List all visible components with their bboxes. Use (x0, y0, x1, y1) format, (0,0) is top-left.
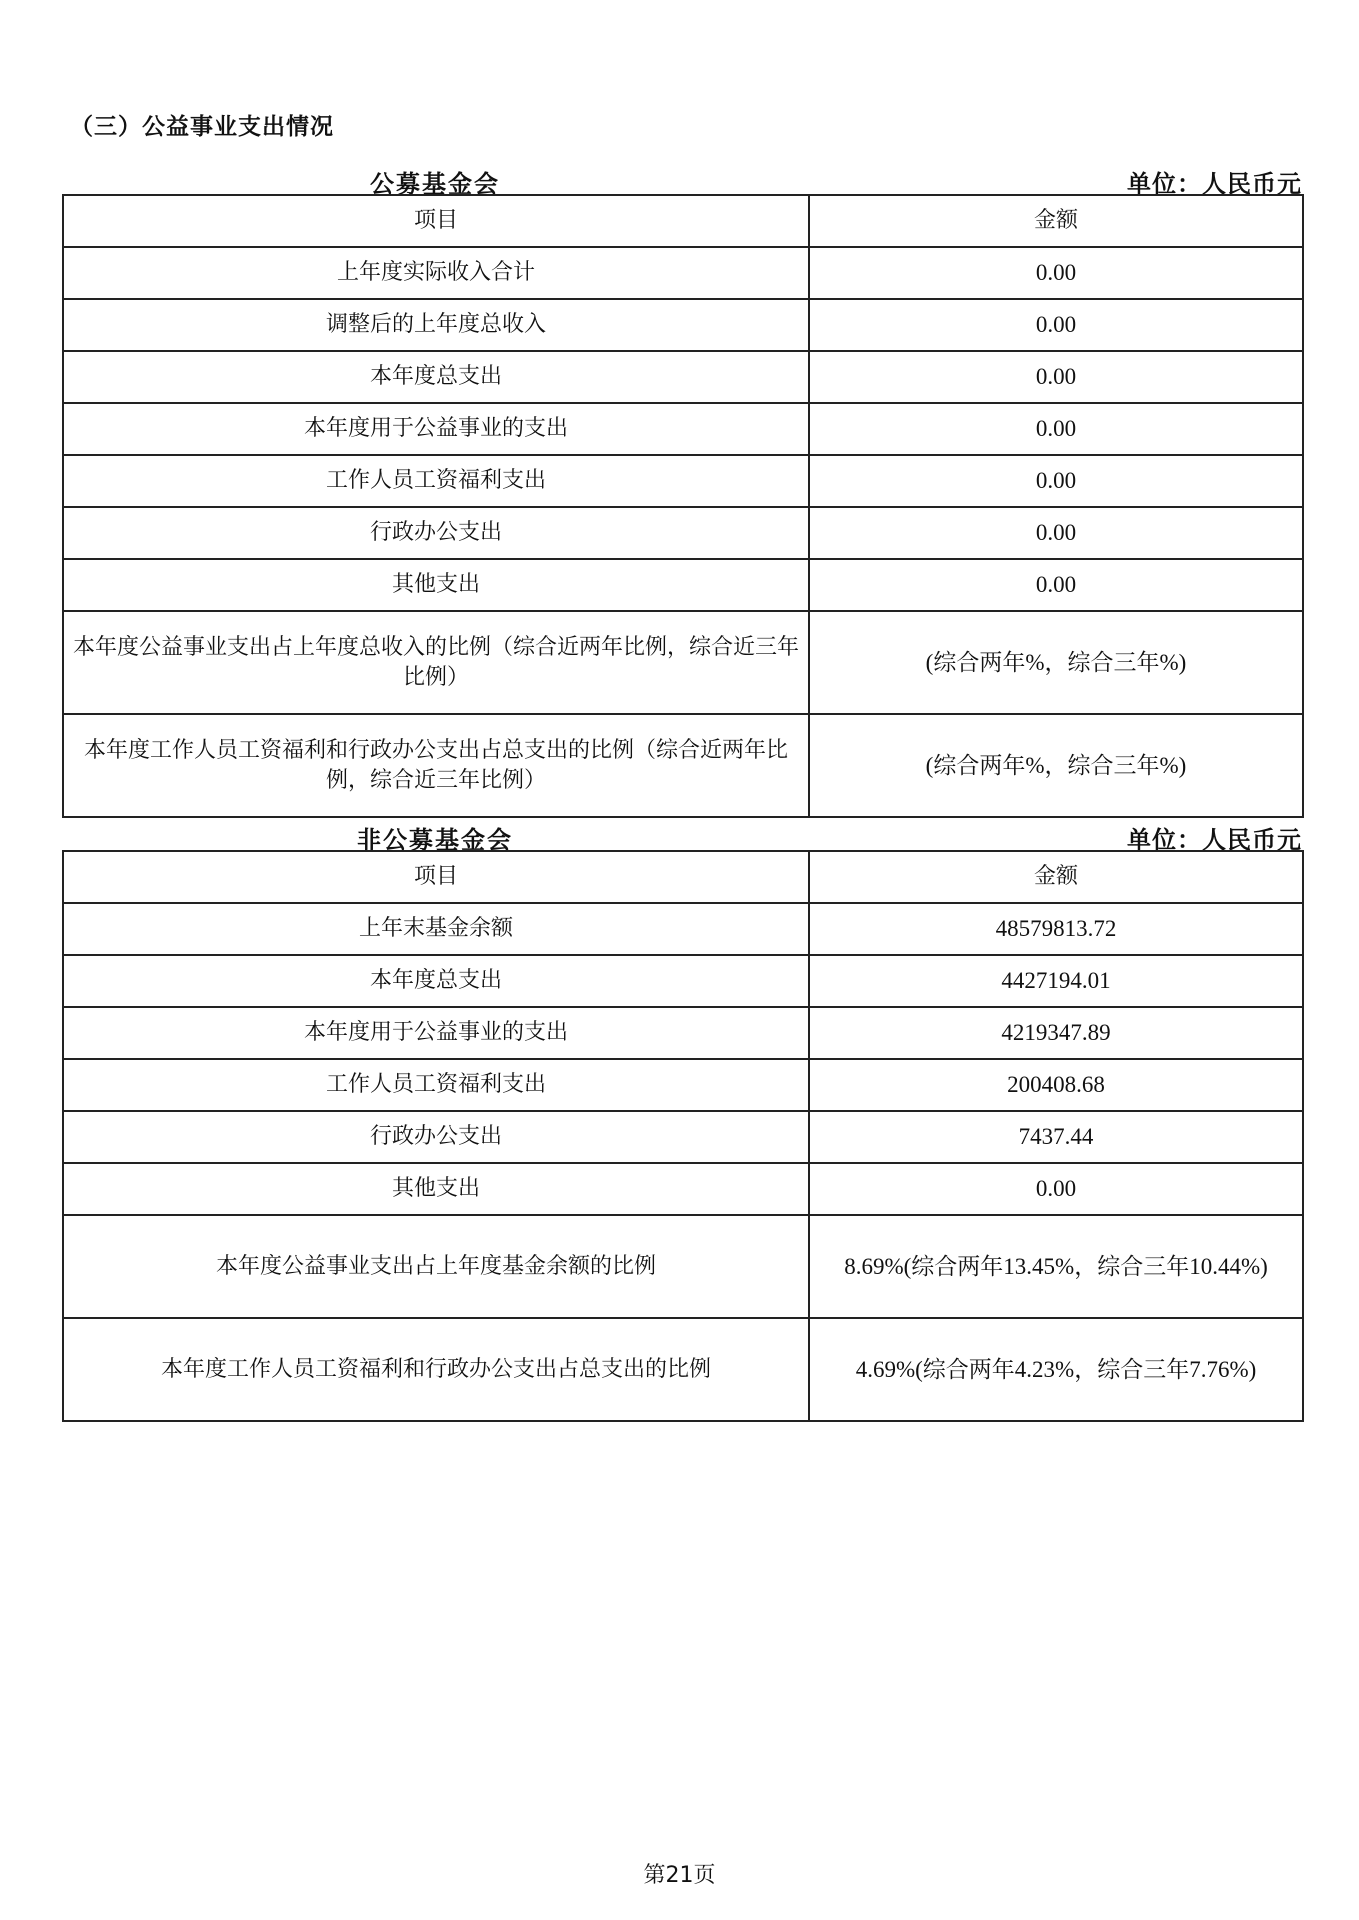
row-amount: 48579813.72 (809, 903, 1303, 955)
table-row (63, 1111, 1303, 1163)
row-item: 行政办公支出 (63, 507, 809, 559)
row-item: 本年度用于公益事业的支出 (63, 403, 809, 455)
row-item: 上年度实际收入合计 (63, 247, 809, 299)
header-amount: 金额 (809, 195, 1303, 247)
row-item: 其他支出 (63, 559, 809, 611)
table-row (63, 903, 1303, 955)
row-item: 行政办公支出 (63, 1111, 809, 1163)
row-amount: 4219347.89 (809, 1007, 1303, 1059)
table-row (63, 1007, 1303, 1059)
table-row (63, 1215, 1303, 1318)
table1-title: 公募基金会 (370, 169, 500, 198)
table2-unit: 单位：人民币元 (1127, 825, 1302, 854)
row-amount: 7437.44 (809, 1111, 1303, 1163)
row-amount: 0.00 (809, 455, 1303, 507)
row-amount: 200408.68 (809, 1059, 1303, 1111)
row-amount: 0.00 (809, 559, 1303, 611)
table-row (63, 403, 1303, 455)
section-title: （三）公益事业支出情况 (70, 114, 334, 140)
table-row (63, 955, 1303, 1007)
row-item: 本年度总支出 (63, 351, 809, 403)
row-item: 调整后的上年度总收入 (63, 299, 809, 351)
row-item: 工作人员工资福利支出 (63, 1059, 809, 1111)
table-row (63, 714, 1303, 817)
row-amount: (综合两年%，综合三年%) (809, 714, 1303, 817)
header-item: 项目 (63, 195, 809, 247)
table2-title: 非公募基金会 (357, 825, 513, 854)
row-item: 上年末基金余额 (63, 903, 809, 955)
row-item: 本年度工作人员工资福利和行政办公支出占总支出的比例（综合近两年比例，综合近三年比例） (63, 714, 809, 817)
table-row (63, 1318, 1303, 1421)
table-row (63, 507, 1303, 559)
table-private-foundation (62, 850, 1304, 1422)
row-amount: 0.00 (809, 299, 1303, 351)
table-header-row (63, 851, 1303, 903)
row-amount: 0.00 (809, 1163, 1303, 1215)
table-public-foundation (62, 194, 1304, 818)
row-amount: 8.69%(综合两年13.45%，综合三年10.44%) (809, 1215, 1303, 1318)
table-row (63, 1059, 1303, 1111)
table-row (63, 299, 1303, 351)
header-amount: 金额 (809, 851, 1303, 903)
row-item: 工作人员工资福利支出 (63, 455, 809, 507)
page-number: 第21页 (643, 1863, 716, 1888)
row-amount: 0.00 (809, 247, 1303, 299)
table-row (63, 559, 1303, 611)
row-item: 其他支出 (63, 1163, 809, 1215)
table-row (63, 351, 1303, 403)
header-item: 项目 (63, 851, 809, 903)
table-row (63, 247, 1303, 299)
row-amount: 0.00 (809, 351, 1303, 403)
row-amount: 0.00 (809, 507, 1303, 559)
row-item: 本年度公益事业支出占上年度基金余额的比例 (63, 1215, 809, 1318)
table-header-row (63, 195, 1303, 247)
row-item: 本年度公益事业支出占上年度总收入的比例（综合近两年比例，综合近三年比例） (63, 611, 809, 714)
row-amount: 4.69%(综合两年4.23%，综合三年7.76%) (809, 1318, 1303, 1421)
row-item: 本年度用于公益事业的支出 (63, 1007, 809, 1059)
table-row (63, 455, 1303, 507)
table1-unit: 单位：人民币元 (1127, 169, 1302, 198)
row-item: 本年度工作人员工资福利和行政办公支出占总支出的比例 (63, 1318, 809, 1421)
table-row (63, 611, 1303, 714)
row-amount: 4427194.01 (809, 955, 1303, 1007)
row-amount: (综合两年%，综合三年%) (809, 611, 1303, 714)
row-amount: 0.00 (809, 403, 1303, 455)
row-item: 本年度总支出 (63, 955, 809, 1007)
table-row (63, 1163, 1303, 1215)
